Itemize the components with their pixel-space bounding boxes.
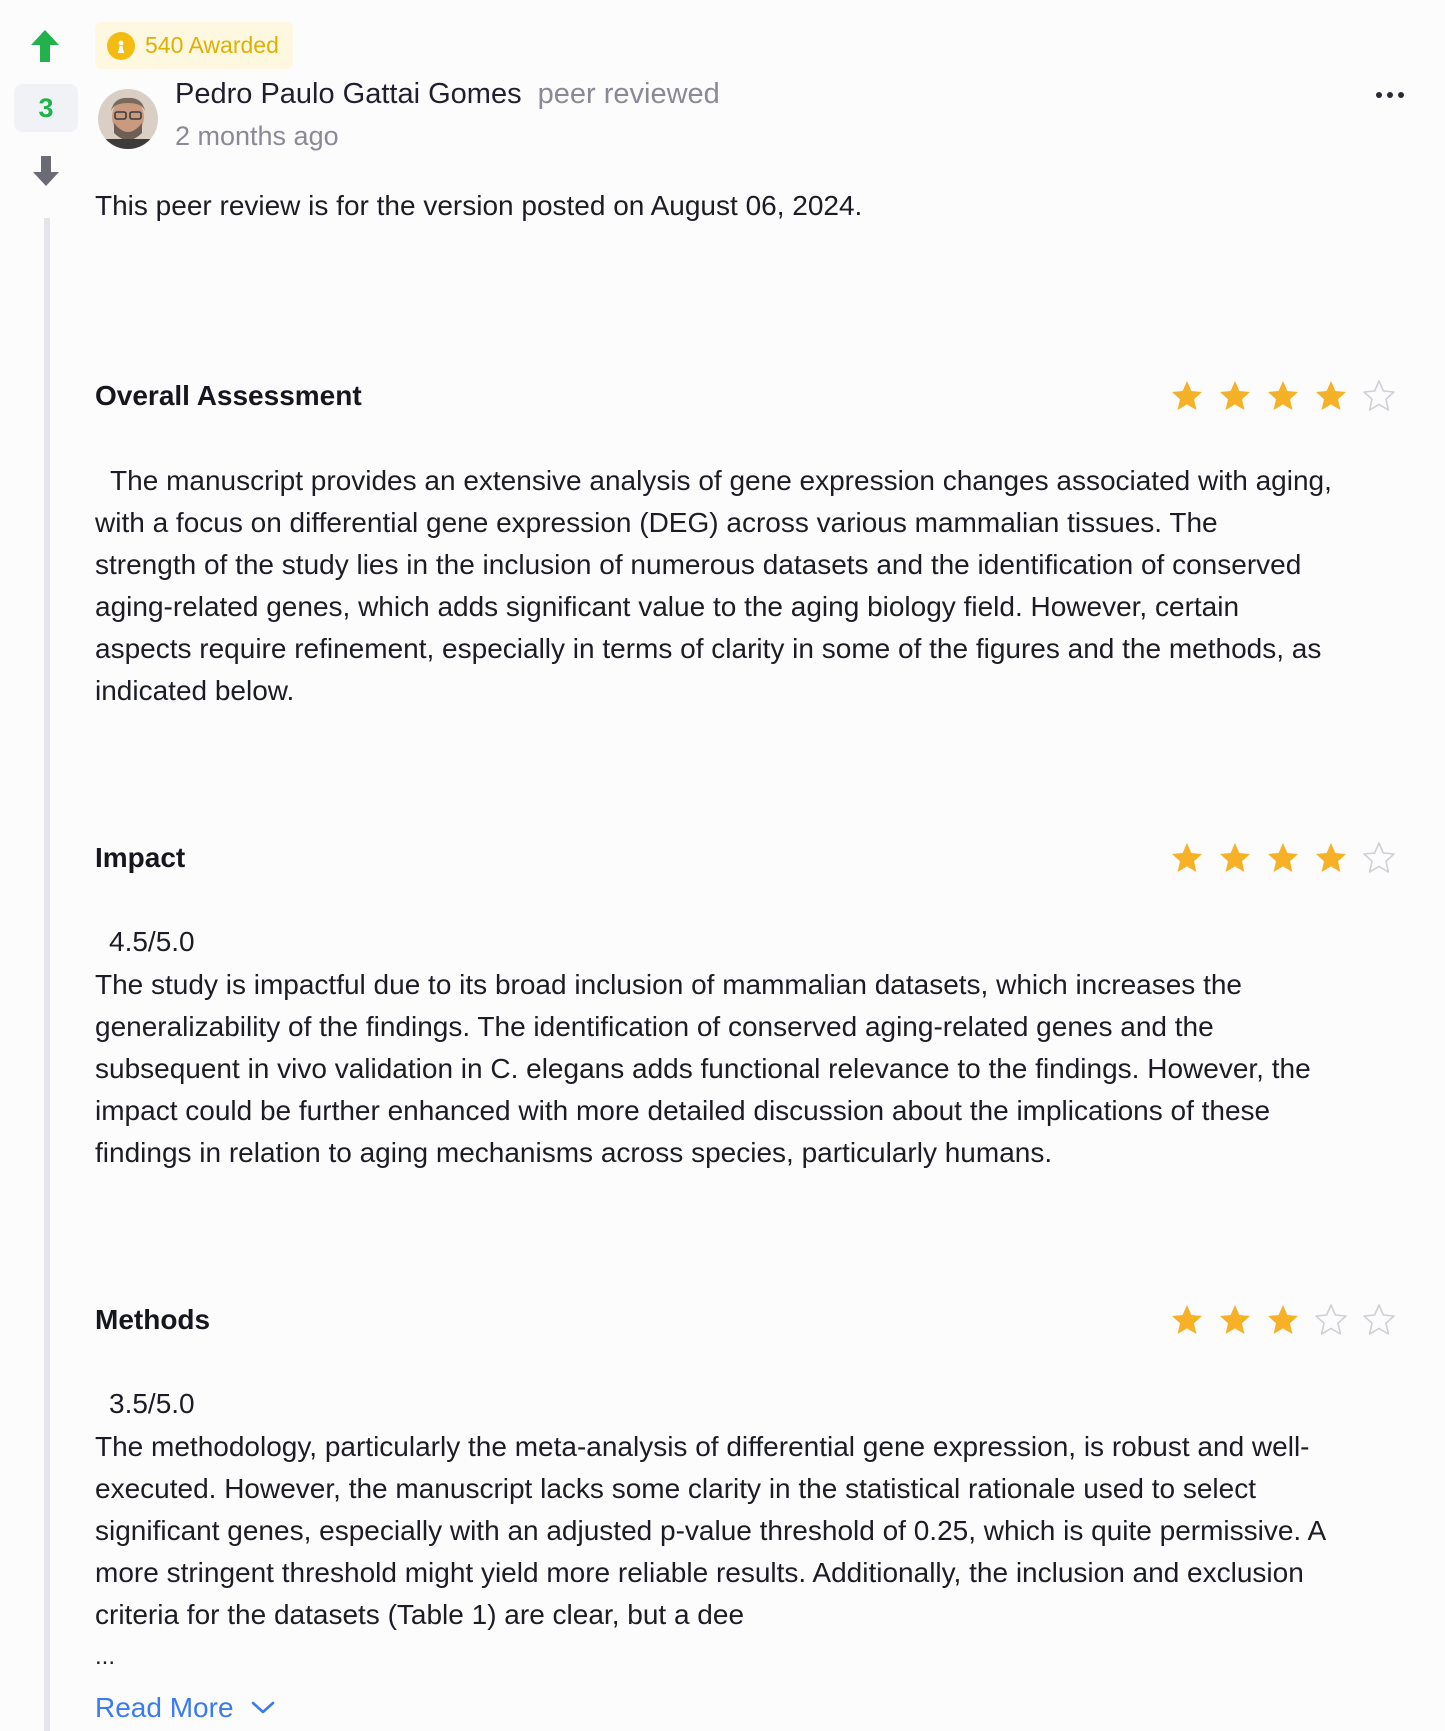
author-line	[175, 78, 720, 111]
section-title-methods: Methods	[95, 1304, 211, 1335]
body-line: aspects require refinement, especially in terms of clarity in some of the figures and the methods, as	[95, 633, 1322, 664]
star-filled-icon	[1170, 841, 1204, 875]
timestamp: 2 months ago	[175, 121, 339, 151]
body-line: more stringent threshold might yield more reliable results. Additionally, the inclusion and exclusion	[95, 1557, 1304, 1588]
section-body-methods	[95, 1426, 1425, 1636]
read-more-link[interactable]	[95, 1692, 276, 1724]
star-filled-icon	[1266, 841, 1300, 875]
chevron-down-icon	[250, 1700, 276, 1716]
star-filled-icon	[1218, 1303, 1252, 1337]
body-line: subsequent in vivo validation in C. elegans adds functional relevance to the findings. However, the	[95, 1053, 1311, 1084]
award-label: 540 Awarded	[145, 32, 279, 58]
star-filled-icon	[1218, 841, 1252, 875]
section-title-overall: Overall Assessment	[95, 380, 362, 411]
body-line: The methodology, particularly the meta-analysis of differential gene expression, is robust and well-	[95, 1431, 1310, 1462]
arrow-up-icon[interactable]	[29, 28, 61, 64]
review-intro: This peer review is for the version posted on August 06, 2024.	[95, 190, 863, 221]
more-horizontal-icon[interactable]	[1370, 80, 1410, 110]
body-line: impact could be further enhanced with more detailed discussion about the implications of these	[95, 1095, 1271, 1126]
star-filled-icon	[1314, 379, 1348, 413]
star-filled-icon	[1266, 1303, 1300, 1337]
arrow-down-icon[interactable]	[31, 154, 61, 188]
body-line: executed. However, the manuscript lacks some clarity in the statistical rationale used to select	[95, 1473, 1256, 1504]
star-empty-icon	[1362, 841, 1396, 875]
thread-line	[44, 218, 50, 1731]
body-line: significant genes, especially with an adjusted p-value threshold of 0.25, which is quite permissive. A	[95, 1515, 1327, 1546]
star-filled-icon	[1170, 1303, 1204, 1337]
body-line: generalizability of the findings. The identification of conserved aging-related genes and the	[95, 1011, 1214, 1042]
read-more-label: Read More	[95, 1692, 234, 1723]
section-body-overall	[95, 460, 1425, 712]
star-filled-icon	[1170, 379, 1204, 413]
section-title-impact: Impact	[95, 842, 186, 873]
avatar[interactable]	[98, 89, 158, 149]
star-empty-icon	[1362, 1303, 1396, 1337]
body-line: aging-related genes, which adds significant value to the aging biology field. However, certain	[95, 591, 1240, 622]
vote-count: 3	[14, 84, 78, 132]
star-filled-icon	[1266, 379, 1300, 413]
star-empty-icon	[1314, 1303, 1348, 1337]
star-filled-icon	[1314, 841, 1348, 875]
award-icon	[107, 32, 135, 60]
rating-stars-overall	[1170, 379, 1396, 413]
star-filled-icon	[1218, 379, 1252, 413]
truncation-ellipsis: ...	[95, 1643, 116, 1670]
rating-stars-methods	[1170, 1303, 1396, 1337]
award-badge	[95, 22, 293, 69]
author-name[interactable]: Pedro Paulo Gattai Gomes	[175, 78, 522, 110]
body-line: strength of the study lies in the inclusion of numerous datasets and the identification of conserved	[95, 549, 1302, 580]
star-empty-icon	[1362, 379, 1396, 413]
body-line: criteria for the datasets (Table 1) are clear, but a dee	[95, 1599, 745, 1630]
score-impact: 4.5/5.0	[109, 926, 195, 957]
body-line: The study is impactful due to its broad inclusion of mammalian datasets, which increases the	[95, 969, 1243, 1000]
body-line: The manuscript provides an extensive analysis of gene expression changes associated with aging,	[95, 465, 1332, 496]
rating-stars-impact	[1170, 841, 1396, 875]
score-methods: 3.5/5.0	[109, 1388, 195, 1419]
author-role: peer reviewed	[537, 78, 720, 110]
body-line: with a focus on differential gene expression (DEG) across various mammalian tissues. The	[95, 507, 1218, 538]
body-line: findings in relation to aging mechanisms across species, particularly humans.	[95, 1137, 1053, 1168]
section-body-impact	[95, 964, 1425, 1174]
body-line: indicated below.	[95, 675, 295, 706]
